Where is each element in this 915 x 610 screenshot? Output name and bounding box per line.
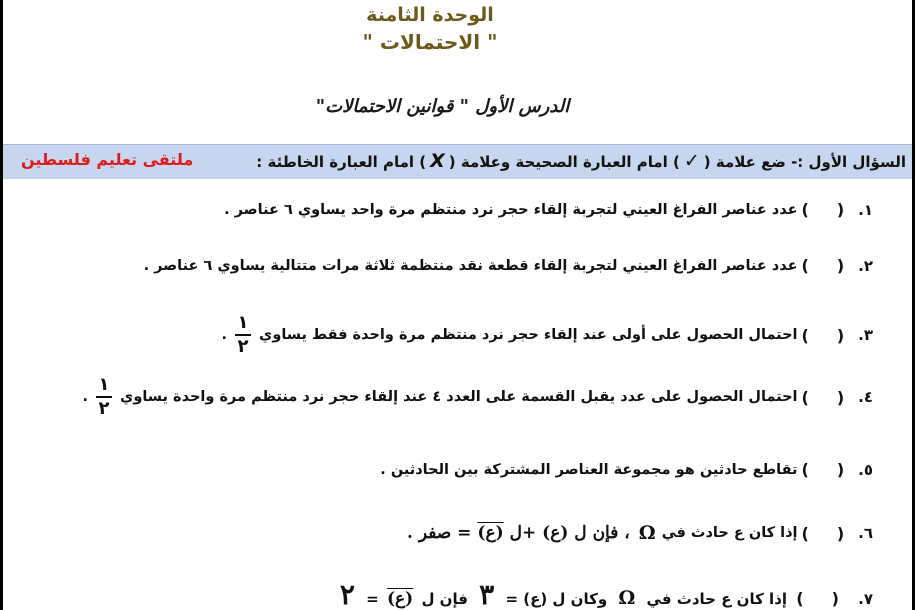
fraction-numerator: ٣ bbox=[479, 578, 495, 610]
complement-event: (ع) bbox=[386, 589, 414, 609]
item-tail: . bbox=[82, 389, 89, 405]
answer-box[interactable]: () bbox=[801, 325, 845, 345]
question-bar bbox=[3, 144, 912, 179]
item-tail: . bbox=[221, 327, 228, 343]
fraction-numerator: ١ bbox=[237, 312, 249, 333]
list-item bbox=[83, 376, 873, 418]
item-text: عدد عناصر الفراغ العيني لتجربة إلقاء حجر نرد منتظم مرة واحد يساوي ٦ عناصر . bbox=[224, 201, 798, 218]
forum-label: ملتقى تعليم فلسطين bbox=[21, 150, 194, 169]
answer-box[interactable]: () bbox=[801, 256, 845, 275]
answer-box[interactable]: () bbox=[801, 460, 845, 479]
fraction-denominator: ٢ bbox=[237, 336, 249, 357]
item-number: ٦. bbox=[858, 524, 873, 542]
item-text-a: إذا كان ع حادث في bbox=[646, 590, 788, 608]
list-item bbox=[224, 200, 873, 219]
unit-title: الوحدة الثامنة bbox=[366, 4, 494, 26]
answer-box[interactable]: () bbox=[801, 523, 845, 543]
answer-box[interactable]: () bbox=[796, 589, 839, 608]
fraction-numerator: ١ bbox=[98, 374, 110, 395]
list-item bbox=[144, 256, 873, 275]
check-mark-icon: ✓ bbox=[683, 150, 700, 172]
list-item bbox=[222, 314, 873, 356]
item-number: ٧. bbox=[858, 590, 873, 608]
fraction-numerator: ٢ bbox=[339, 578, 355, 610]
question-prefix: السؤال الأول :- ضع علامة ( bbox=[703, 153, 906, 171]
list-item bbox=[334, 578, 873, 610]
item-text-c: = صفر . bbox=[406, 523, 472, 543]
lesson-title: الدرس الأول " قوانين الاحتمالات" bbox=[315, 96, 570, 117]
page-border-left bbox=[0, 0, 3, 610]
item-text: احتمال الحصول على أولى عند إلقاء حجر نرد منتظم مرة واحدة فقط يساوي bbox=[259, 327, 798, 343]
item-text-c: فإن ل bbox=[421, 590, 468, 608]
omega-symbol: Ω bbox=[618, 587, 636, 609]
item-text: تقاطع حادثين هو مجموعة العناصر المشتركة بين الحادثين . bbox=[380, 461, 798, 478]
item-text-d: = bbox=[366, 590, 379, 608]
item-number: ٣. bbox=[858, 326, 873, 344]
question-instructions bbox=[256, 150, 906, 172]
item-text-b: ، فإن ل (ع) +ل bbox=[509, 523, 630, 543]
question-suffix: ) امام العبارة الخاطئة : bbox=[256, 153, 427, 171]
item-number: ١. bbox=[858, 200, 873, 219]
question-middle: ) امام العبارة الصحيحة وعلامة ( bbox=[448, 153, 680, 171]
cross-mark-icon: X bbox=[430, 150, 445, 172]
fraction bbox=[235, 314, 251, 356]
item-text-b: وكان ل (ع) = bbox=[505, 590, 608, 608]
chapter-title: " الاحتمالات " bbox=[362, 30, 498, 54]
omega-symbol: Ω bbox=[638, 522, 656, 544]
item-number: ٤. bbox=[858, 388, 873, 406]
answer-box[interactable]: () bbox=[801, 387, 845, 407]
item-text: احتمال الحصول على عدد يقبل القسمة على العدد ٤ عند إلقاء حجر نرد منتظم مرة واحدة يساوي bbox=[120, 389, 798, 405]
list-item bbox=[404, 522, 873, 544]
item-text: عدد عناصر الفراغ العيني لتجربة إلقاء قطعة نقد منتظمة ثلاثة مرات متتالية يساوي ٦ عناصر . bbox=[143, 257, 798, 274]
item-text-a: إذا كان ع حادث في bbox=[661, 525, 798, 541]
fraction-denominator: ٢ bbox=[98, 398, 110, 419]
complement-event: (ع) bbox=[477, 523, 504, 543]
item-number: ٢. bbox=[858, 256, 873, 275]
item-number: ٥. bbox=[858, 460, 873, 479]
answer-box[interactable]: () bbox=[801, 200, 845, 219]
list-item bbox=[380, 460, 873, 479]
fraction bbox=[96, 376, 112, 418]
